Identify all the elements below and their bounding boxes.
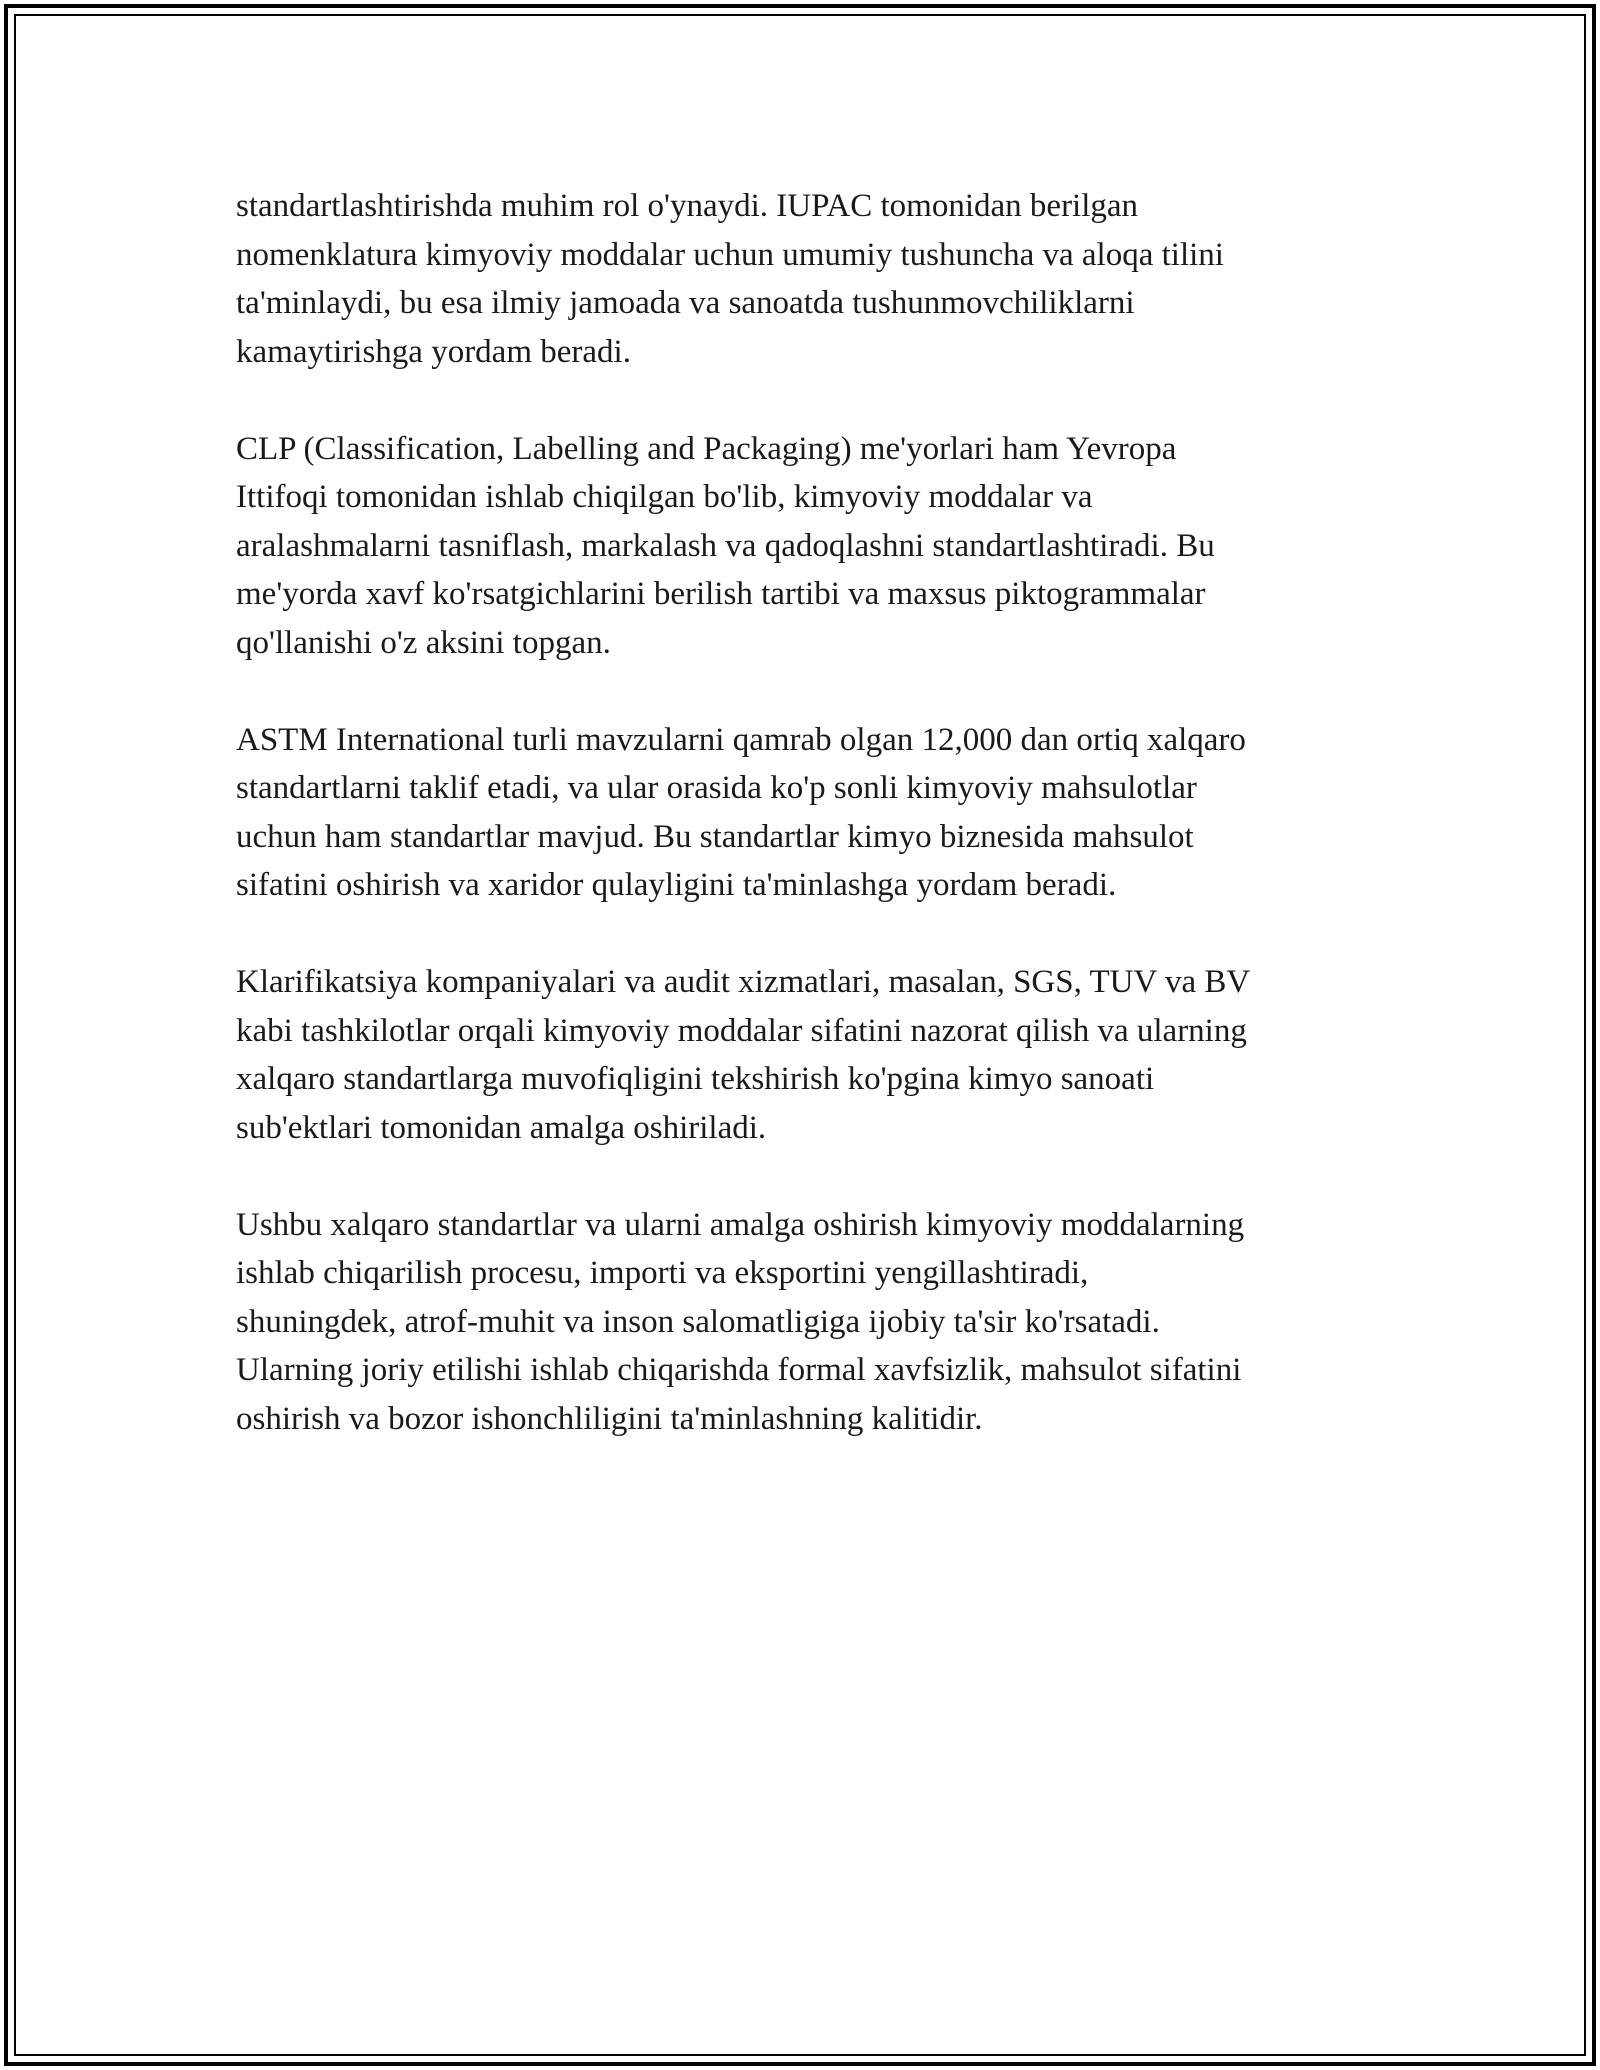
text-line: standartlarni taklif etadi, va ular orasida ko'p sonli kimyoviy mahsulotlar bbox=[236, 770, 1197, 806]
text-line: ta'minlaydi, bu esa ilmiy jamoada va sanoatda tushunmovchiliklarni bbox=[236, 285, 1135, 321]
paragraph-certification bbox=[236, 958, 1366, 1152]
text-line: Klarifikatsiya kompaniyalari va audit xizmatlari, masalan, SGS, TUV va BV bbox=[236, 964, 1251, 1000]
text-line: sifatini oshirish va xaridor qulayligini ta'minlashga yordam beradi. bbox=[236, 867, 1117, 903]
text-line: sub'ektlari tomonidan amalga oshiriladi. bbox=[236, 1109, 767, 1146]
text-line: kamaytirishga yordam beradi. bbox=[236, 333, 631, 370]
paragraph-clp bbox=[236, 425, 1366, 668]
text-line: Ushbu xalqaro standartlar va ularni amalga oshirish kimyoviy moddalarning bbox=[236, 1206, 1245, 1243]
text-line: CLP (Classification, Labelling and Packaging) me'yorlari ham Yevropa bbox=[236, 430, 1177, 467]
text-line: xalqaro standartlarga muvofiqligini tekshirish ko'pgina kimyo sanoati bbox=[236, 1061, 1155, 1097]
text-line: ishlab chiqarilish procesu, importi va eksportini yengillashtiradi, bbox=[236, 1255, 1089, 1291]
text-line: qo'llanishi o'z aksini topgan. bbox=[236, 624, 611, 661]
paragraph-conclusion bbox=[236, 1201, 1366, 1444]
text-line: ASTM International turli mavzularni qamrab olgan 12,000 dan ortiq xalqaro bbox=[236, 721, 1246, 758]
text-line: me'yorda xavf ko'rsatgichlarini berilish tartibi va maxsus piktogrammalar bbox=[236, 576, 1206, 612]
document-body bbox=[236, 182, 1366, 1443]
text-line: kabi tashkilotlar orqali kimyoviy moddalar sifatini nazorat qilish va ularning bbox=[236, 1012, 1247, 1049]
paragraph-astm bbox=[236, 716, 1366, 910]
text-line: Ittifoqi tomonidan ishlab chiqilgan bo'lib, kimyoviy moddalar va bbox=[236, 479, 1093, 515]
text-line: shuningdek, atrof-muhit va inson salomatligiga ijobiy ta'sir ko'rsatadi. bbox=[236, 1303, 1160, 1340]
text-line: nomenklatura kimyoviy moddalar uchun umumiy tushuncha va aloqa tilini bbox=[236, 236, 1224, 273]
text-line: standartlashtirishda muhim rol o'ynaydi. IUPAC tomonidan berilgan bbox=[236, 188, 1139, 224]
text-line: uchun ham standartlar mavjud. Bu standartlar kimyo biznesida mahsulot bbox=[236, 818, 1194, 855]
paragraph-iupac bbox=[236, 182, 1366, 376]
text-line: oshirish va bozor ishonchliligini ta'minlashning kalitidir. bbox=[236, 1400, 983, 1437]
text-line: aralashmalarni tasniflash, markalash va qadoqlashni standartlashtiradi. Bu bbox=[236, 527, 1215, 564]
text-line: Ularning joriy etilishi ishlab chiqarishda formal xavfsizlik, mahsulot sifatini bbox=[236, 1352, 1242, 1388]
